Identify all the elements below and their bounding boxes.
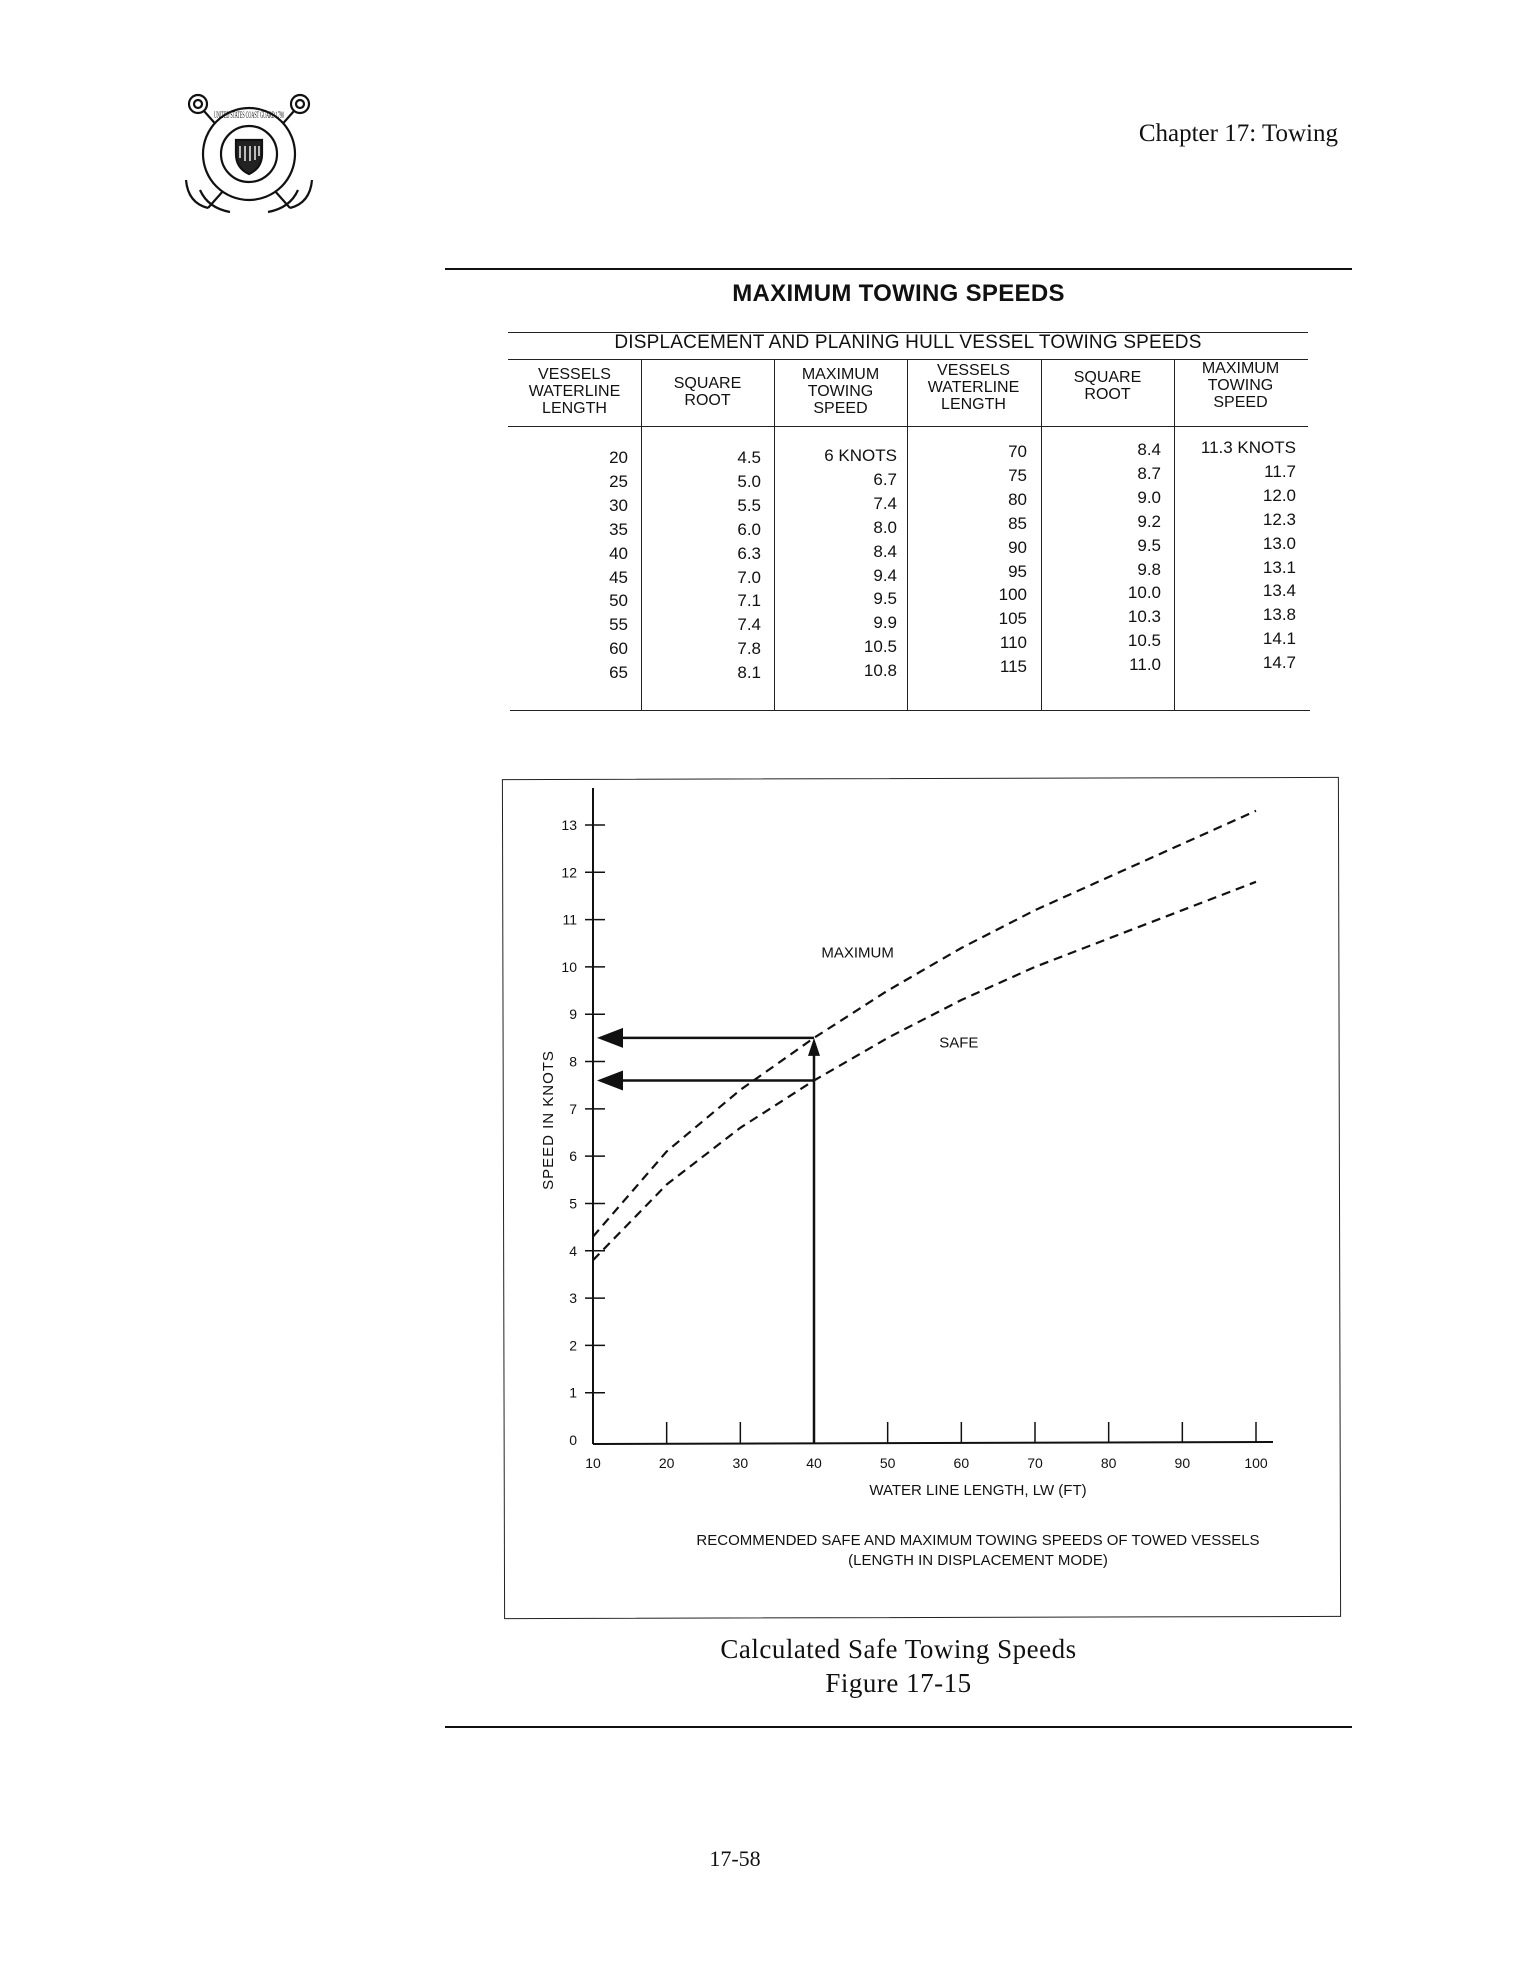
x-tick-label: 40 <box>806 1455 822 1471</box>
table-cell: 7.0 <box>737 567 761 587</box>
table-subtitle: DISPLACEMENT AND PLANING HULL VESSEL TOWING SPEEDS <box>614 332 1202 353</box>
table-cell: 10.0 <box>1127 583 1161 603</box>
table-cell: 7.1 <box>737 591 761 611</box>
y-tick-label: 0 <box>569 1432 577 1448</box>
y-tick-label: 4 <box>569 1242 577 1259</box>
table-cell: 45 <box>609 567 628 587</box>
table-cell: 11.3 KNOTS <box>1200 438 1296 457</box>
horizontal-arrow-head <box>597 1028 623 1048</box>
y-tick-label: 5 <box>569 1195 577 1212</box>
x-axis <box>593 1442 1273 1444</box>
y-tick-label: 1 <box>569 1384 577 1401</box>
table-cell: 8.4 <box>1137 440 1161 459</box>
x-tick-label: 60 <box>953 1455 970 1471</box>
x-tick-label: 80 <box>1100 1455 1117 1471</box>
table-cell: 8.4 <box>873 541 897 561</box>
table-cell: 12.0 <box>1262 485 1296 505</box>
table-cell: 6 KNOTS <box>824 446 897 465</box>
page-number: 17-58 <box>709 1846 761 1871</box>
y-tick-label: 3 <box>569 1290 577 1307</box>
y-tick-label: 2 <box>569 1337 577 1354</box>
logo-text: UNITED STATES COAST GUARD 1790 <box>214 110 285 120</box>
horizontal-arrow-head <box>597 1070 623 1090</box>
figure-caption: Calculated Safe Towing Speeds <box>720 1634 1077 1664</box>
series-line-safe <box>593 882 1256 1260</box>
x-axis-label: WATER LINE LENGTH, LW (FT) <box>869 1482 1087 1499</box>
column-values-max-towing-speed <box>774 444 897 683</box>
table-cell: 55 <box>609 615 628 635</box>
table-rule <box>508 426 1308 427</box>
bottom-rule <box>445 1726 1352 1728</box>
column-values-square-root <box>1041 438 1161 677</box>
table-cell: 10.5 <box>1127 631 1161 651</box>
table-cell: 40 <box>609 543 628 563</box>
table-cell: 85 <box>1008 513 1027 533</box>
x-tick-label: 90 <box>1174 1455 1191 1471</box>
table-cell: 25 <box>609 471 628 491</box>
y-tick-label: 12 <box>561 864 577 881</box>
table-cell: 13.8 <box>1262 605 1296 625</box>
y-tick-label: 9 <box>569 1006 577 1023</box>
y-tick-label: 8 <box>569 1053 577 1070</box>
table-cell: 11.7 <box>1264 461 1296 481</box>
table-cell: 9.9 <box>873 613 897 633</box>
chapter-heading: Chapter 17: Towing <box>1138 120 1338 147</box>
table-cell: 20 <box>609 448 628 467</box>
y-tick-label: 13 <box>561 817 577 833</box>
chart-caption-line-2: (LENGTH IN DISPLACEMENT MODE) <box>848 1552 1108 1569</box>
column-values-square-root <box>641 446 761 685</box>
table-cell: 13.0 <box>1262 533 1296 553</box>
x-tick-label: 20 <box>658 1455 675 1471</box>
table-cell: 95 <box>1008 561 1027 581</box>
y-tick-label: 6 <box>569 1148 577 1165</box>
table-cell: 35 <box>609 519 628 539</box>
table-cell: 80 <box>1008 489 1027 509</box>
x-tick-label: 10 <box>585 1455 601 1471</box>
table-cell: 9.8 <box>1137 559 1161 579</box>
column-header-square-root: SQUARE ROOT <box>673 375 742 409</box>
table-cell: 50 <box>609 591 628 611</box>
table-cell: 10.8 <box>863 661 897 681</box>
table-cell: 8.7 <box>1137 463 1161 483</box>
table-cell: 8.0 <box>873 517 897 537</box>
table-cell: 13.1 <box>1262 557 1296 577</box>
table-rule <box>510 710 1310 711</box>
series-label-maximum: MAXIMUM <box>821 944 894 962</box>
column-header-waterline-length: VESSELS WATERLINE LENGTH <box>927 362 1020 413</box>
table-cell: 9.4 <box>873 565 897 585</box>
column-header-max-towing-speed: MAXIMUM TOWING SPEED <box>1201 360 1280 411</box>
column-values-max-towing-speed <box>1174 436 1296 675</box>
table-cell: 9.5 <box>1137 535 1161 555</box>
table-cell: 7.4 <box>737 615 761 635</box>
table-cell: 115 <box>999 657 1027 677</box>
table-cell: 30 <box>609 495 628 515</box>
top-rule <box>445 268 1352 270</box>
table-cell: 13.4 <box>1262 581 1296 601</box>
table-cell: 90 <box>1008 537 1027 557</box>
table-cell: 5.5 <box>737 495 761 515</box>
table-cell: 110 <box>999 633 1027 653</box>
table-cell: 5.0 <box>737 471 761 491</box>
table-cell: 9.5 <box>873 589 897 609</box>
table-cell: 10.5 <box>863 637 897 657</box>
table-cell: 6.0 <box>737 519 761 539</box>
column-values-waterline-length <box>907 440 1027 679</box>
table-cell: 105 <box>998 609 1027 629</box>
table-cell: 9.0 <box>1137 487 1161 507</box>
table-cell: 100 <box>998 585 1027 605</box>
column-header-waterline-length: VESSELS WATERLINE LENGTH <box>528 366 621 417</box>
column-header-max-towing-speed: MAXIMUM TOWING SPEED <box>801 366 880 417</box>
column-header-square-root: SQUARE ROOT <box>1073 369 1142 403</box>
figure-number: Figure 17-15 <box>825 1668 972 1698</box>
table-cell: 70 <box>1008 442 1027 461</box>
table-cell: 9.2 <box>1137 511 1161 531</box>
table-title: MAXIMUM TOWING SPEEDS <box>732 280 1065 307</box>
table-cell: 60 <box>609 639 628 659</box>
table-cell: 14.7 <box>1262 653 1296 673</box>
table-cell: 11.0 <box>1129 655 1161 675</box>
x-tick-label: 50 <box>879 1455 896 1471</box>
table-cell: 12.3 <box>1262 509 1296 529</box>
x-tick-label: 70 <box>1027 1455 1043 1471</box>
table-cell: 6.7 <box>873 469 897 489</box>
table-cell: 7.4 <box>873 493 897 513</box>
chart-caption-line-1: RECOMMENDED SAFE AND MAXIMUM TOWING SPEEDS OF TOWED VESSELS <box>696 1532 1260 1549</box>
table-cell: 7.8 <box>737 639 761 659</box>
column-values-waterline-length <box>508 446 628 685</box>
y-tick-label: 10 <box>561 958 577 975</box>
x-tick-label: 100 <box>1244 1455 1268 1471</box>
towing-speed-chart <box>503 778 1343 1620</box>
table-cell: 14.1 <box>1262 629 1296 649</box>
table-cell: 65 <box>609 663 628 683</box>
y-tick-label: 11 <box>562 911 577 928</box>
table-cell: 4.5 <box>737 448 761 467</box>
table-cell: 8.1 <box>737 663 761 683</box>
coast-guard-seal-logo <box>178 90 320 220</box>
towing-speeds-table <box>508 324 1308 714</box>
y-axis-label: SPEED IN KNOTS <box>540 1050 557 1190</box>
x-tick-label: 30 <box>732 1455 749 1471</box>
y-tick-label: 7 <box>569 1100 577 1117</box>
series-label-safe: SAFE <box>939 1034 979 1052</box>
table-cell: 6.3 <box>737 543 761 563</box>
table-cell: 75 <box>1008 465 1027 485</box>
table-cell: 10.3 <box>1127 607 1161 627</box>
series-line-maximum <box>593 811 1256 1237</box>
